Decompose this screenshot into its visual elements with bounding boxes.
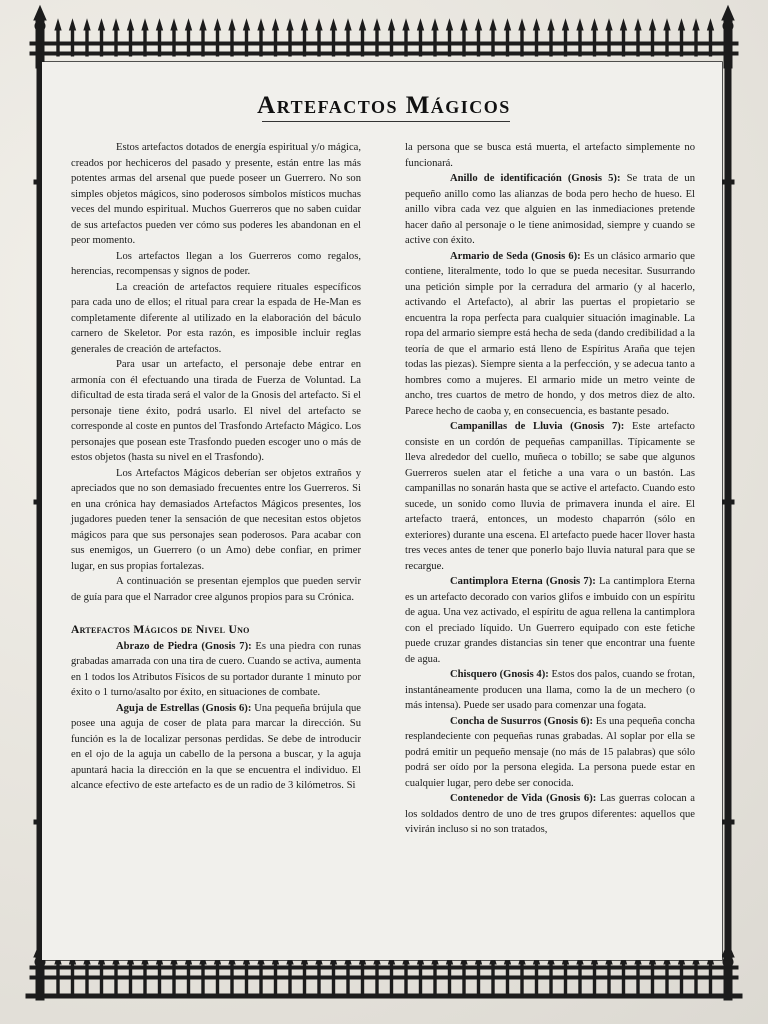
fence-picket: [695, 28, 697, 56]
fence-picket: [361, 962, 363, 996]
continued-paragraph: la persona que se busca está muerta, el artefacto simplemente no funcionará.: [405, 142, 695, 169]
fence-spike: [113, 20, 119, 30]
fence-picket: [564, 962, 566, 996]
fence-picket: [216, 962, 218, 996]
fence-picket: [622, 28, 624, 56]
fence-picket: [695, 962, 697, 996]
fence-post-knob: [723, 21, 733, 31]
fence-picket: [506, 28, 508, 56]
intro-paragraph: Estos artefactos dotados de energía espiritual y/o mágica, creados por hechiceros del pasado y presente, están entre las más potentes armas del arsenal que puede poseer un Guerrero. No son simples objetos mágicos, sino poderosos símbolos místicos muchas veces del mundo espiritual. Muchos Guerreros que no saben cuidar de sus artefactos pueden ver cómo sus poderes les abandonan en el peor momento.: [71, 142, 361, 246]
fence-spike: [157, 20, 163, 30]
artifact-name: Anillo de identificación (Gnosis 5):: [450, 173, 621, 184]
fence-finial: [34, 6, 46, 20]
fence-picket: [173, 28, 175, 56]
fence-picket: [115, 28, 117, 56]
fence-spike: [476, 20, 482, 30]
fence-spike: [505, 20, 511, 30]
fence-picket: [115, 962, 117, 996]
fence-picket: [260, 962, 262, 996]
fence-picket: [666, 28, 668, 56]
fence-picket: [550, 28, 552, 56]
fence-picket: [608, 962, 610, 996]
fence-spike: [389, 20, 395, 30]
fence-spike: [519, 20, 525, 30]
fence-spike: [490, 20, 496, 30]
intro-paragraph: A continuación se presentan ejemplos que pueden servir de guía para que el Narrador cree algunos propios para su Crónica.: [71, 576, 361, 603]
fence-picket: [100, 962, 102, 996]
intro-paragraph: Los artefactos llegan a los Guerreros como regalos, herencias, recompensas y signos de poder.: [71, 250, 361, 277]
fence-spike: [432, 20, 438, 30]
fence-spike: [316, 20, 322, 30]
fence-picket: [680, 28, 682, 56]
fence-picket: [86, 962, 88, 996]
fence-picket: [463, 962, 465, 996]
fence-spike: [621, 20, 627, 30]
fence-picket: [550, 962, 552, 996]
artifact-name: Abrazo de Piedra (Gnosis 7):: [116, 640, 252, 652]
fence-picket: [390, 28, 392, 56]
fence-picket: [535, 962, 537, 996]
fence-picket: [521, 962, 523, 996]
fence-spike: [418, 20, 424, 30]
fence-picket: [202, 28, 204, 56]
fence-spike: [331, 20, 337, 30]
fence-spike: [229, 20, 235, 30]
fence-picket: [593, 962, 595, 996]
artifact-name: Campanillas de Lluvia (Gnosis 7):: [450, 421, 625, 432]
fence-picket: [303, 28, 305, 56]
fence-picket: [521, 28, 523, 56]
fence-spike: [635, 20, 641, 30]
fence-picket: [202, 962, 204, 996]
artifact-name: Aguja de Estrellas (Gnosis 6):: [116, 702, 252, 714]
fence-spike: [84, 20, 90, 30]
artifact-description: Las guerras colocan a los soldados dentro de uno de tres grupos diferentes: aquellos que vivirán incluso si no son tratados,: [405, 793, 695, 835]
fence-picket: [158, 962, 160, 996]
fence-collar: [722, 500, 734, 504]
fence-picket: [245, 962, 247, 996]
fence-picket: [231, 962, 233, 996]
fence-collar: [722, 820, 734, 824]
fence-spike: [55, 20, 61, 30]
fence-spike: [99, 20, 105, 30]
fence-picket: [129, 28, 131, 56]
fence-spike: [273, 20, 279, 30]
fence-post-knob: [35, 21, 45, 31]
fence-spike: [374, 20, 380, 30]
fence-picket: [666, 962, 668, 996]
artifact-entry: [405, 419, 695, 574]
fence-picket: [274, 28, 276, 56]
fence-picket: [332, 962, 334, 996]
fence-rail: [30, 52, 738, 55]
fence-picket: [57, 28, 59, 56]
fence-finial: [722, 6, 734, 20]
fence-picket: [173, 962, 175, 996]
artifact-name: Contenedor de Vida (Gnosis 6):: [450, 793, 597, 804]
fence-spike: [287, 20, 293, 30]
fence-picket: [129, 962, 131, 996]
fence-picket: [492, 962, 494, 996]
fence-picket: [318, 962, 320, 996]
fence-picket: [579, 28, 581, 56]
fence-side-post: [725, 60, 731, 960]
fence-spike: [403, 20, 409, 30]
fence-picket: [187, 28, 189, 56]
fence-picket: [71, 962, 73, 996]
fence-picket: [463, 28, 465, 56]
section-heading: Artefactos Mágicos de Nivel Uno: [71, 624, 250, 636]
artifact-description: Este artefacto consiste en un cordón de pequeñas campanillas. Típicamente se lleva alrededor del cuello, muñeca o tobillo; se sabe que algunos Guerreros suelen atar el fetiche a una vara o un bastón. Las campanillas no sonarán hasta que se active el artefacto. Cuando esto sucede, un sonido como lluvia de primavera inunda el aire. El artefacto traerá, entonces, un modesto chaparrón (sólo en exteriores) durante una escena. El artefacto puede hacer llover hasta tres veces antes de tener que ponerlo bajo lluvia natural para que se recargue.: [405, 421, 695, 572]
fence-spike: [664, 20, 670, 30]
artifact-entry: [405, 574, 695, 667]
fence-picket: [477, 28, 479, 56]
artifact-description: Estos dos palos, cuando se frotan, instantáneamente producen una llama, como la de un mechero (o más intensa). Puede ser usado para comenzar una fogata.: [405, 669, 695, 711]
fence-picket: [376, 962, 378, 996]
artifact-name: Concha de Susurros (Gnosis 6):: [450, 715, 594, 727]
fence-picket: [376, 28, 378, 56]
fence-picket: [144, 28, 146, 56]
right-column: [405, 140, 695, 838]
left-column: [71, 140, 361, 794]
fence-spike: [447, 20, 453, 30]
fence-picket: [347, 962, 349, 996]
fence-picket: [144, 962, 146, 996]
fence-spike: [577, 20, 583, 30]
fence-picket: [535, 28, 537, 56]
fence-spike: [302, 20, 308, 30]
fence-spike: [534, 20, 540, 30]
fence-picket: [709, 962, 711, 996]
fence-spike: [360, 20, 366, 30]
fence-picket: [434, 28, 436, 56]
fence-spike: [606, 20, 612, 30]
artifact-name: Chisquero (Gnosis 4):: [450, 669, 549, 680]
fence-picket: [622, 962, 624, 996]
fence-picket: [637, 962, 639, 996]
intro-paragraph: Los Artefactos Mágicos deberían ser objetos extraños y apreciados que no son demasiado frecuentes entre los Guerreros. Si en una crónica hay demasiados Artefactos Mágicos presentes, los jugadores pueden tener la sensación de que necesitan estos objetos mágicos para que sus personajes sean poderosos. Para acabar con sus enemigos, un Guerrero (o un Amo) debe confiar, en primer lugar, en sus propias fortalezas.: [71, 467, 361, 572]
fence-picket: [318, 28, 320, 56]
fence-spike: [70, 20, 76, 30]
fence-picket: [593, 28, 595, 56]
fence-picket: [100, 28, 102, 56]
fence-picket: [303, 962, 305, 996]
fence-picket: [187, 962, 189, 996]
artifact-entry: [405, 171, 695, 249]
fence-picket: [390, 962, 392, 996]
fence-picket: [245, 28, 247, 56]
fence-picket: [419, 962, 421, 996]
artifact-entry: [405, 249, 695, 420]
fence-spike: [200, 20, 206, 30]
fence-rail: [30, 42, 738, 45]
fence-spike: [186, 20, 192, 30]
fence-spike: [128, 20, 134, 30]
fence-picket: [260, 28, 262, 56]
fence-spike: [142, 20, 148, 30]
fence-spike: [563, 20, 569, 30]
fence-spike: [461, 20, 467, 30]
fence-picket: [86, 28, 88, 56]
artifact-entry: [71, 701, 361, 794]
fence-spike: [592, 20, 598, 30]
artifact-description: Es una piedra con runas grabadas amarrada con una tira de cuero. Cuando se activa, aumenta en 1 todos los Atributos Físicos de su portador durante 1 minuto por éxito o 1 turno/asalto por éxito, en situaciones de combate.: [71, 640, 362, 698]
fence-picket: [564, 28, 566, 56]
artifact-name: Cantimplora Eterna (Gnosis 7):: [450, 576, 596, 587]
fence-picket: [405, 28, 407, 56]
fence-spike: [650, 20, 656, 30]
fence-picket: [448, 962, 450, 996]
fence-spike: [548, 20, 554, 30]
fence-picket: [419, 28, 421, 56]
artifact-description: Es un clásico armario que contiene, literalmente, todo lo que se pueda necesitar. Susurrando una petición simple por la cerradura del armario (y al hacerlo, activando el Artefacto), al abrir las puertas el propietario se encuentra la ropa perfecta para cualquier situación imaginable. La ropa del armario siempre está hecha de seda (dando credibilidad a la teoría de que el armario está lleno de Espíritus Araña que tejen todas las piezas). Siempre sienta a la perfección, y se adecua tanto a hombres como a mujeres. El armario mide un metro veinte de ancho, tres cuartos de metro de hondo, y dos metros diez de alto. Parece hecho de caoba y, en consecuencia, es bastante pesado.: [405, 250, 696, 417]
fence-picket: [651, 962, 653, 996]
fence-picket: [448, 28, 450, 56]
artifact-entry: [405, 791, 695, 838]
fence-spike: [215, 20, 221, 30]
fence-collar: [722, 180, 734, 184]
fence-picket: [477, 962, 479, 996]
fence-picket: [158, 28, 160, 56]
page-title: Artefactos Mágicos: [257, 92, 511, 119]
fence-picket: [637, 28, 639, 56]
fence-picket: [289, 962, 291, 996]
artifact-name: Armario de Seda (Gnosis 6):: [450, 250, 581, 262]
artifact-description: Se trata de un pequeño anillo como las alianzas de boda pero hecho de hueso. El anillo vibra cada vez que alguien en las inmediaciones pretende hacer daño al personaje o le tiene animosidad, siempre y cuando se active con éxito.: [405, 173, 695, 246]
fence-picket: [405, 962, 407, 996]
artifact-entry: [405, 667, 695, 714]
artifact-description: Es una pequeña concha resplandeciente con pequeñas runas grabadas. Al soplar por ella se podrá emitir un pequeño mensaje (no más de 15 palabras) que sólo podrá ser oído por la persona elegida. La persona puede estar en cualquier lugar, pero debe ser conocida.: [405, 715, 695, 789]
artifact-description: Una pequeña brújula que posee una aguja de coser de plata para marcar la dirección. Su función es la de localizar personas perdidas. Se debe de introducir en el ojo de la aguja un cabello de la persona a buscar, y la aguja apuntará hacia la dirección en la que se encuentra el individuo. El alcance efectivo de este artefacto es de un radio de 3 kilómetros. Si: [71, 702, 361, 791]
fence-picket: [492, 28, 494, 56]
fence-picket: [289, 28, 291, 56]
fence-rail: [30, 966, 738, 969]
fence-picket: [71, 28, 73, 56]
fence-picket: [651, 28, 653, 56]
fence-spike: [345, 20, 351, 30]
fence-spike: [693, 20, 699, 30]
fence-picket: [332, 28, 334, 56]
fence-picket: [274, 962, 276, 996]
fence-picket: [608, 28, 610, 56]
artifact-entry: [71, 639, 361, 701]
artifact-description: La cantimplora Eterna es un artefacto decorado con varios glifos e imbuido con un espíritu de agua. Una vez activado, el espíritu de agua rellena la cantimplora con el preciado líquido. Un Guerrero equipado con este fetiche puede cruzar grandes distancias sin tener que encontrar una fuente de agua.: [405, 576, 695, 665]
fence-picket: [361, 28, 363, 56]
fence-spike: [171, 20, 177, 30]
fence-picket: [347, 28, 349, 56]
intro-paragraph: Para usar un artefacto, el personaje debe entrar en armonía con él efectuando una tirada de Fuerza de Voluntad. La dificultad de esta tirada será el valor de la Gnosis del artefacto. Si el personaje tiene éxito, podrá usarlo. El nivel del artefacto se corresponde al coste en puntos del Trasfondo Artefacto Mágico. Los personajes que posean este Trasfondo pueden escoger uno o más de estos objetos (hasta su nivel en el Trasfondo).: [71, 359, 361, 463]
title-underline: [262, 121, 510, 122]
fence-picket: [231, 28, 233, 56]
fence-picket: [216, 28, 218, 56]
fence-picket: [506, 962, 508, 996]
fence-picket: [709, 28, 711, 56]
fence-rail: [30, 976, 738, 979]
fence-spike: [258, 20, 264, 30]
intro-paragraph: La creación de artefactos requiere rituales específicos para cada uno de ellos; el ritual para crear la espada de He-Man es completamente diferente al utilizado en la elaboración del báculo carnero de Skeletor. Por esta razón, es imposible incluir reglas generales de creación de artefactos.: [71, 281, 361, 355]
fence-spike: [244, 20, 250, 30]
fence-picket: [579, 962, 581, 996]
artifact-entry: [405, 714, 695, 792]
fence-picket: [680, 962, 682, 996]
fence-spike: [708, 20, 714, 30]
fence-spike: [679, 20, 685, 30]
fence-picket: [57, 962, 59, 996]
fence-base: [26, 994, 742, 998]
fence-picket: [434, 962, 436, 996]
